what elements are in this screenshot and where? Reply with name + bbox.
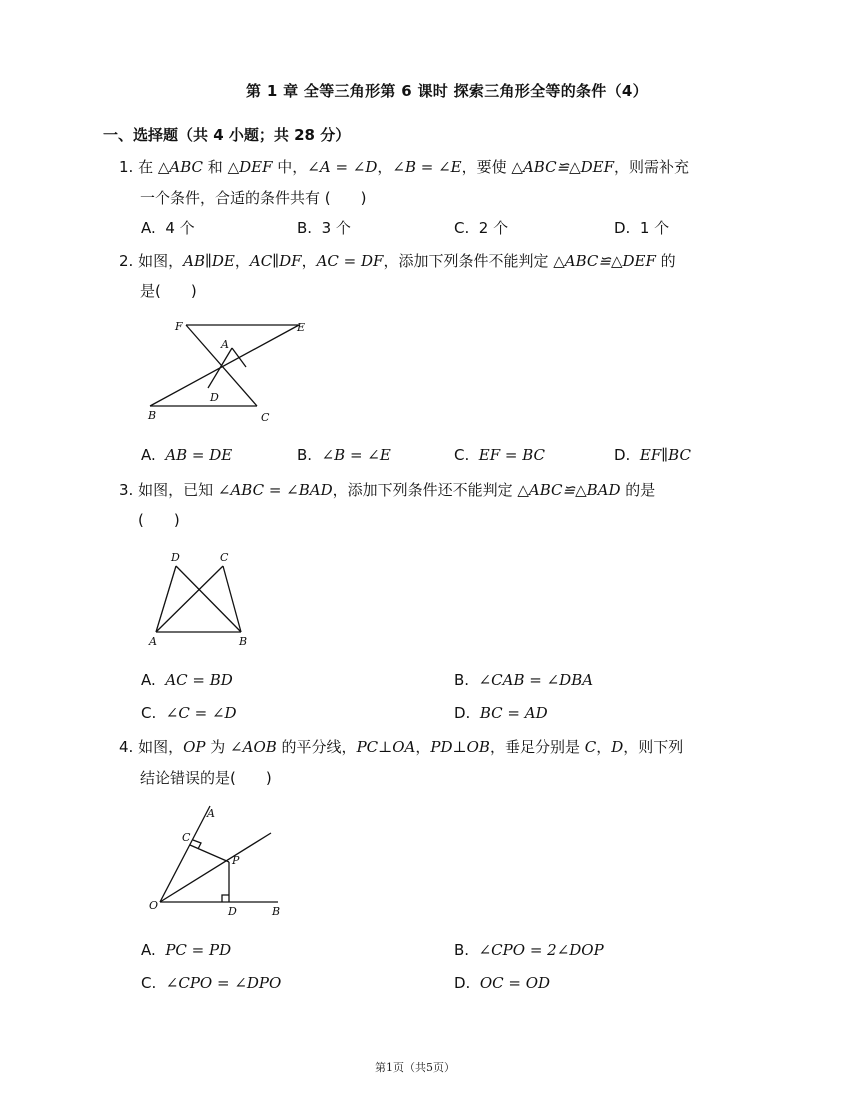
option-label: C. [454,446,470,464]
label-d: D [210,391,219,404]
question-text: ，要使 [461,158,512,176]
math-expression: ∠AOB [230,738,277,756]
option-b[interactable] [297,446,391,464]
label-c: C [261,411,270,424]
ray-oa [160,806,210,902]
math-expression: C [584,738,597,756]
label-a: A [149,635,157,648]
math-expression: AC∥DF [249,252,302,270]
math-expression: OP [183,738,206,756]
answer-blank[interactable]: ( ) [230,769,272,787]
label-a: A [207,807,215,820]
option-d[interactable] [454,704,548,722]
option-label: B. [454,941,470,959]
question-1-line-1 [119,157,689,177]
question-text: 在 [138,158,158,176]
question-text: 如图，已知 [138,481,218,499]
option-label: A. [141,219,156,237]
question-text: 如图， [138,252,184,270]
option-c[interactable] [141,974,281,992]
option-text: EF = BC [478,446,546,464]
math-expression: △ABC≌△BAD [517,481,621,499]
option-text: AC = BD [165,671,233,689]
option-label: A. [141,671,156,689]
question-number: 2. [119,252,134,270]
option-label: B. [297,446,313,464]
question-text: 和 [203,158,228,176]
question-text: 一个条件，合适的条件共有 [140,189,321,207]
math-expression: ∠ABC = ∠BAD [217,481,333,499]
question-text: ， [377,158,393,176]
option-c[interactable] [141,704,237,722]
question-text: ， [234,252,250,270]
label-d: D [228,905,237,918]
option-d[interactable] [614,446,691,464]
question-text: 结论错误的是 [140,769,231,787]
option-c[interactable] [454,446,545,464]
page-footer: 第1页（共5页） [375,1061,455,1074]
math-expression: ∠A = ∠D [307,158,378,176]
question-text: ，垂足分别是 [489,738,585,756]
option-label: D. [454,704,471,722]
math-expression: △ABC [157,158,204,176]
question-number: 4. [119,738,134,756]
figure-question-2 [140,315,320,427]
question-3-line-2 [138,510,180,530]
label-b: B [272,905,281,918]
question-2-line-1 [119,251,676,271]
option-text: 1 个 [639,219,670,237]
figure-question-4 [140,800,300,925]
question-text: ， [301,252,317,270]
option-label: C. [141,704,157,722]
question-number: 3. [119,481,134,499]
label-d: D [171,551,180,564]
question-text: ， [596,738,612,756]
page-title: 第 1 章 全等三角形第 6 课时 探索三角形全等的条件（4） [246,82,648,100]
option-a[interactable] [141,446,232,464]
question-3-line-1 [119,480,655,500]
option-text: 2 个 [478,219,509,237]
option-d[interactable] [614,217,669,238]
question-text: 是 [140,282,156,300]
option-label: C. [454,219,470,237]
question-text: 的平分线， [276,738,357,756]
option-a[interactable] [141,941,231,959]
option-label: D. [614,219,631,237]
question-text: 的是 [620,481,656,499]
segment-bd [176,566,241,632]
option-label: C. [141,974,157,992]
label-f: F [175,320,183,333]
answer-blank[interactable]: ( ) [324,189,367,207]
option-text: ∠B = ∠E [321,446,391,464]
math-expression: △DEF [227,158,273,176]
option-c[interactable] [454,217,508,238]
label-c: C [220,551,229,564]
option-b[interactable] [297,217,351,238]
math-expression: △ABC≌△DEF [511,158,615,176]
math-expression: AC = DF [316,252,384,270]
question-4-line-1 [119,737,683,757]
option-d[interactable] [454,974,550,992]
question-4-line-2 [140,768,272,788]
label-a: A [221,338,229,351]
question-text: ，则需补充 [614,158,690,176]
question-number: 1. [119,158,134,176]
label-c: C [182,831,191,844]
option-text: ∠CPO = 2∠DOP [478,941,604,959]
option-text: BC = AD [479,704,548,722]
figure-question-3 [140,545,260,650]
question-text: ， [415,738,431,756]
option-label: D. [614,446,631,464]
option-a[interactable] [141,217,195,238]
question-text: 如图， [138,738,184,756]
question-text: ，添加下列条件不能判定 [383,252,554,270]
option-label: A. [141,446,156,464]
question-2-line-2 [140,281,197,301]
label-p: P [232,854,240,867]
label-o: O [149,899,159,912]
question-text: 为 [205,738,231,756]
option-b[interactable] [454,941,604,959]
option-label: A. [141,941,156,959]
option-text: 4 个 [165,219,195,237]
question-text: ，则下列 [623,738,684,756]
label-b: B [239,635,248,648]
label-e: E [297,321,306,334]
option-text: AB = DE [165,446,233,464]
option-text: OC = OD [479,974,551,992]
option-text: EF∥BC [639,446,691,464]
math-expression: PC⊥OA [356,738,416,756]
math-expression: PD⊥OB [430,738,490,756]
segment-ac [232,348,246,367]
math-expression: D [611,738,624,756]
question-text: 中， [272,158,308,176]
answer-blank[interactable]: ( ) [155,282,197,300]
question-1-line-2 [140,188,367,208]
math-expression: AB∥DE [183,252,235,270]
question-text: ，添加下列条件还不能判定 [332,481,518,499]
option-text: ∠C = ∠D [165,704,237,722]
option-label: D. [454,974,471,992]
math-expression: △ABC≌△DEF [553,252,656,270]
option-text: 3 个 [321,219,351,237]
question-text: 的 [655,252,676,270]
ray-op [160,833,271,902]
option-a[interactable] [141,671,233,689]
option-label: B. [297,219,313,237]
answer-blank[interactable]: ( ) [138,511,180,529]
section-heading: 一、选择题（共 4 小题；共 28 分） [103,126,351,144]
option-text: ∠CPO = ∠DPO [165,974,282,992]
option-text: ∠CAB = ∠DBA [478,671,594,689]
math-expression: ∠B = ∠E [392,158,462,176]
option-b[interactable] [454,671,593,689]
label-b: B [148,409,157,422]
right-angle-mark-d [222,895,229,902]
option-label: B. [454,671,470,689]
segment-pc [190,845,229,862]
option-text: PC = PD [165,941,232,959]
